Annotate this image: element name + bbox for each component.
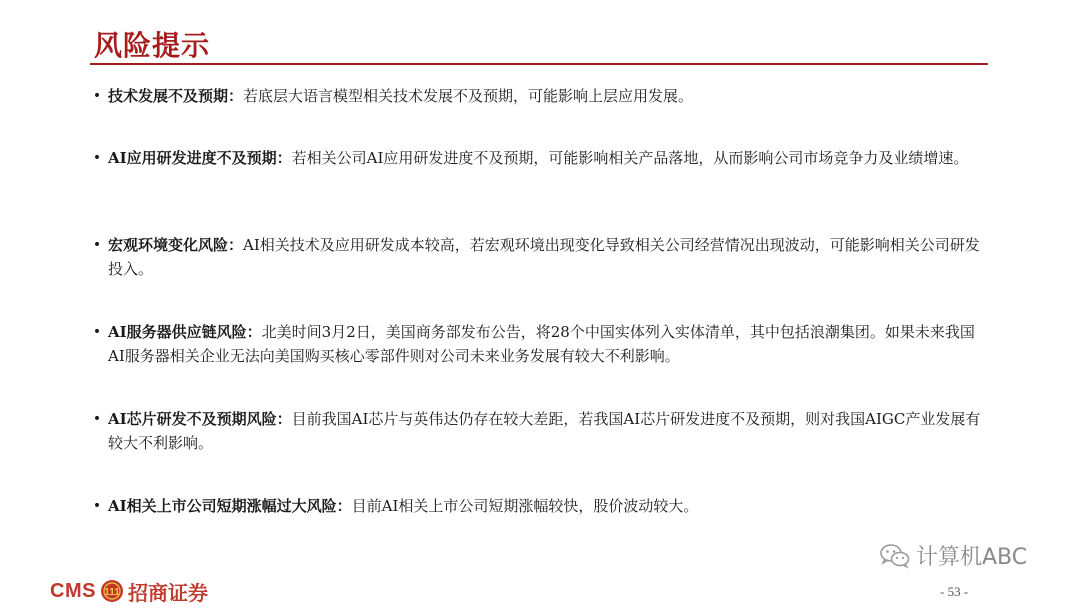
risk-label: AI应用研发进度不及预期：: [108, 149, 292, 167]
risk-item-chip: [86, 407, 986, 455]
emblem-text: 111: [104, 587, 120, 598]
wechat-icon: [880, 543, 910, 569]
risk-text: [108, 84, 982, 108]
risk-text: [108, 146, 982, 170]
risk-label: 技术发展不及预期：: [108, 87, 244, 105]
title-divider: [90, 63, 988, 65]
bullet-icon: •: [92, 411, 102, 427]
risk-description: 目前AI相关上市公司短期涨幅较快，股价波动较大。: [351, 497, 699, 515]
risk-text: [108, 233, 982, 281]
risk-label: 宏观环境变化风险：: [108, 236, 244, 254]
risk-text: [108, 494, 982, 518]
risk-description: AI相关技术及应用研发成本较高，若宏观环境出现变化导致相关公司经营情况出现波动，可能影响相关公司研发投入。: [108, 236, 980, 278]
bullet-icon: •: [92, 498, 102, 514]
risk-item-ai-app: [86, 146, 986, 170]
brand-cn: 招商证券: [127, 580, 208, 605]
risk-label: AI服务器供应链风险：: [108, 323, 262, 341]
risk-label: AI芯片研发不及预期风险：: [108, 410, 292, 428]
bullet-icon: •: [92, 150, 102, 166]
risk-text: [108, 407, 982, 455]
risk-label: AI相关上市公司短期涨幅过大风险：: [108, 497, 352, 515]
page-number: - 53 -: [940, 584, 969, 599]
risk-item-macro: [86, 233, 986, 281]
risk-item-stock: [86, 494, 986, 518]
watermark-text: 计算机ABC: [916, 545, 1028, 570]
risk-item-tech: [86, 84, 986, 108]
risk-description: 北美时间3月2日，美国商务部发布公告，将28个中国实体列入实体清单，其中包括浪潮集团。如果未来我国AI服务器相关企业无法向美国购买核心零部件则对公司未来业务发展有较大不利影响。: [108, 323, 975, 365]
bullet-icon: •: [92, 88, 102, 104]
risk-item-supply-chain: [86, 320, 986, 368]
bullet-icon: •: [92, 237, 102, 253]
bullet-icon: •: [92, 324, 102, 340]
risk-description: 若底层大语言模型相关技术发展不及预期，可能影响上层应用发展。: [243, 87, 694, 105]
risk-description: 若相关公司AI应用研发进度不及预期，可能影响相关产品落地，从而影响公司市场竞争力及业绩增速。: [291, 149, 969, 167]
watermark: [880, 540, 1027, 571]
brand-en: CMS: [50, 579, 96, 602]
risk-text: [108, 320, 982, 368]
brand-logo: [50, 576, 208, 606]
page-title: 风险提示: [94, 29, 211, 62]
cms-emblem-icon: [100, 579, 124, 603]
risk-description: 目前我国AI芯片与英伟达仍存在较大差距，若我国AI芯片研发进度不及预期，则对我国AIGC产业发展有较大不利影响。: [108, 410, 981, 452]
